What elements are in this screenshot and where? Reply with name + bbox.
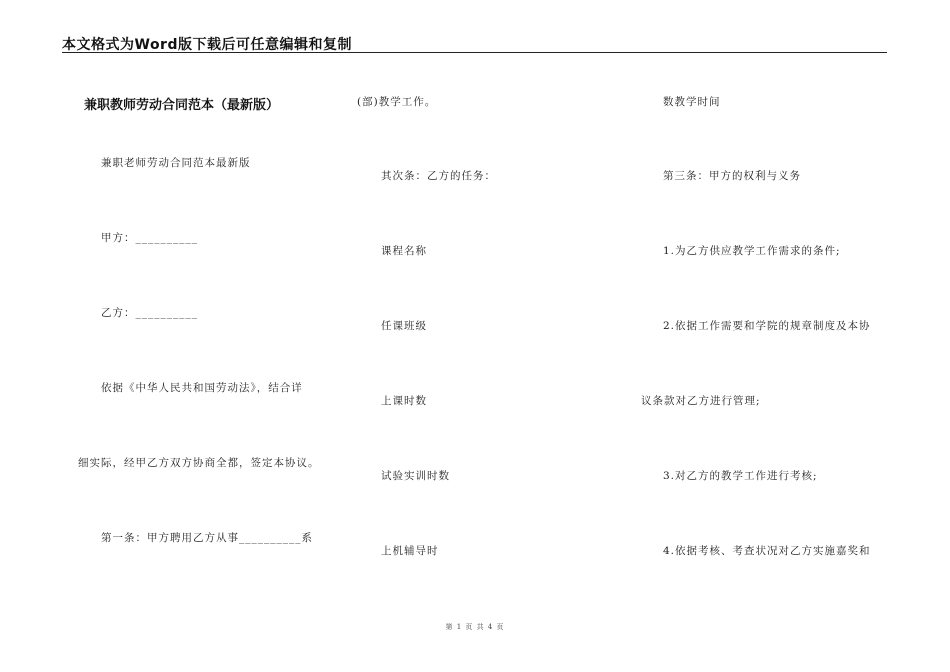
task-item-class: 任课班级 [381,320,427,332]
document-header: 本文格式为Word版下载后可任意编辑和复制 [62,37,352,53]
document-title: 兼职教师劳动合同范本（最新版） [84,98,280,113]
task-item-computer-tutoring: 上机辅导时 [381,545,439,557]
task-item-lab-hours: 试验实训时数 [381,470,450,482]
party-a-duty-3: 3.对乙方的教学工作进行考核; [663,470,818,482]
header-divider [62,52,887,53]
column-3-continuation: 数教学时间 [663,96,721,108]
party-a-duty-1: 1.为乙方供应教学工作需求的条件; [663,245,841,257]
task-item-course-name: 课程名称 [381,245,427,257]
article-3-heading: 第三条：甲方的权利与义务 [663,170,801,182]
party-a-duty-2-continued: 议条款对乙方进行管理; [641,395,761,407]
document-subtitle: 兼职老师劳动合同范本最新版 [101,157,251,169]
party-a-duty-4: 4.依据考核、考查状况对乙方实施嘉奖和 [663,545,871,557]
article-2-heading: 其次条：乙方的任务： [381,170,496,182]
column-2-continuation: (部)教学工作。 [357,96,437,108]
task-item-class-hours: 上课时数 [381,395,427,407]
article-1-line: 第一条：甲方聘用乙方从事__________系 [101,532,313,544]
party-a-duty-2: 2.依据工作需要和学院的规章制度及本协 [663,320,871,332]
basis-paragraph-line-2: 细实际，经甲乙方双方协商全都，签定本协议。 [78,457,320,469]
party-b-line: 乙方：__________ [101,307,198,319]
party-a-line: 甲方：__________ [101,232,198,244]
basis-paragraph-line-1: 依据《中华人民共和国劳动法》，结合详 [101,382,303,394]
page-number: 第 1 页 共 4 页 [445,623,505,631]
